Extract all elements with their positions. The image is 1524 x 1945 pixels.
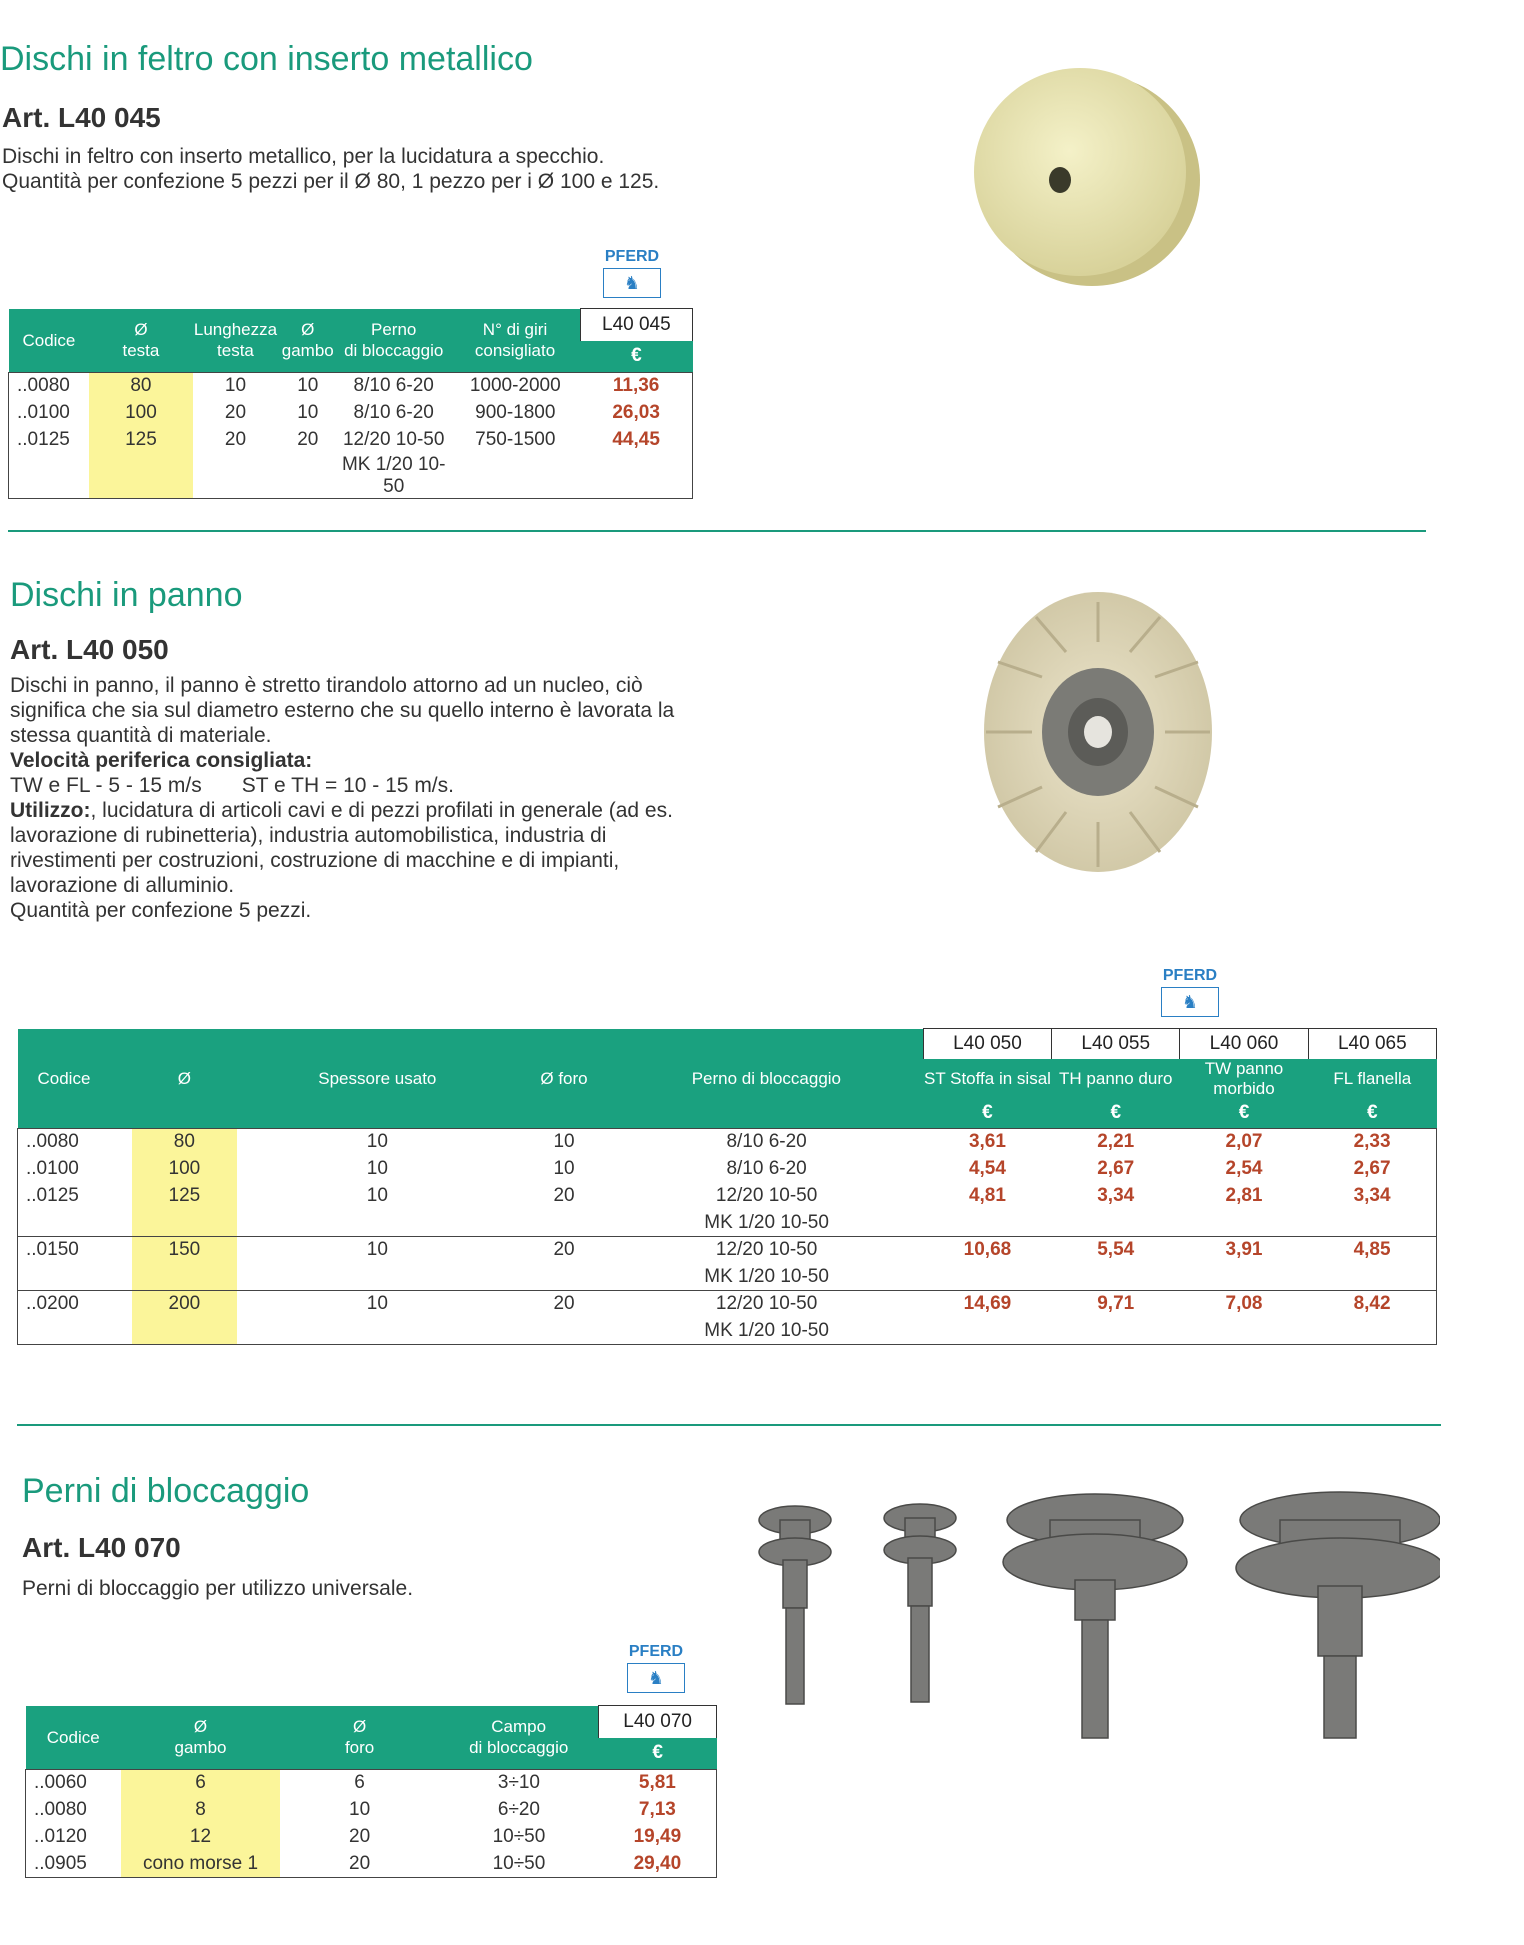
diameter: 200 (132, 1291, 236, 1318)
diameter: 80 (132, 1129, 236, 1156)
product-code: ..0120 (34, 1826, 87, 1847)
horse-icon: ♞ (1161, 987, 1219, 1017)
col-header-clamping-pin: Perno di bloccaggio (337, 309, 450, 373)
head-diameter: 80 (89, 373, 192, 400)
pferd-logo (600, 248, 664, 298)
head-length: 20 (224, 402, 247, 423)
section-divider (8, 530, 1426, 532)
bore-diameter: 20 (518, 1237, 610, 1264)
col-header-head-diameter: Ø testa (89, 309, 192, 373)
col-header-rpm: N° di giri consigliato (450, 309, 580, 373)
table-row (18, 1183, 1437, 1210)
description-clamping-pins (22, 1576, 642, 1601)
pferd-logo (1158, 967, 1222, 1017)
product-code: ..0100 (26, 1158, 79, 1179)
table-row (26, 1770, 717, 1797)
pferd-logo-text: PFERD (628, 1643, 684, 1660)
velocity-label: Velocità periferica consigliata: (10, 749, 313, 772)
clamping-pin: 8/10 6-20 (353, 402, 434, 423)
clamping-pins-image (750, 1490, 1440, 1760)
table-row (18, 1318, 1437, 1345)
variant-sisal: ST Stoffa in sisal (923, 1059, 1051, 1099)
head-length: 10 (224, 375, 247, 397)
bore-diameter: 20 (518, 1291, 610, 1318)
variant-flannel: FL flanella (1308, 1059, 1436, 1099)
clamping-pin: 8/10 6-20 (726, 1158, 807, 1179)
col-header-shank-diameter: Ø gambo (278, 309, 337, 373)
currency-label: € (1180, 1099, 1308, 1129)
price: 29,40 (633, 1852, 682, 1874)
shank-diameter: cono morse 1 (121, 1851, 280, 1878)
price: 7,13 (638, 1799, 676, 1820)
table-row (26, 1797, 717, 1824)
table-row (26, 1824, 717, 1851)
bore-diameter: 10 (553, 1131, 575, 1153)
clamping-pin: 8/10 6-20 (353, 375, 434, 397)
price: 2,21 (1097, 1131, 1135, 1153)
clamping-pin: 12/20 10-50 (342, 429, 445, 450)
shank-diameter: 10 (297, 402, 319, 423)
diameter: 150 (132, 1237, 236, 1264)
description-felt-discs (2, 144, 702, 194)
product-code: ..0200 (18, 1291, 133, 1318)
col-header-clamping-pin: Perno di bloccaggio (610, 1029, 923, 1129)
description-text: Dischi in panno, il panno è stretto tirandolo attorno ad un nucleo, ciò significa che sia sul diametro esterno che su quello interno è lavorata la stessa quantità di materiale. (10, 674, 675, 747)
bore-diameter: 10 (553, 1158, 575, 1179)
table-row (9, 454, 693, 499)
diameter: 125 (132, 1183, 236, 1210)
col-header-ref-l40060: L40 060 (1180, 1029, 1308, 1059)
price: 5,54 (1052, 1237, 1180, 1264)
section-title-felt-discs: Dischi in feltro con inserto metallico (0, 40, 533, 78)
thickness: 10 (237, 1291, 519, 1318)
col-header-ref-l40050: L40 050 (923, 1029, 1051, 1059)
price: 4,85 (1308, 1237, 1436, 1264)
product-code: ..0080 (17, 375, 70, 397)
shank-diameter: 6 (121, 1770, 280, 1797)
price: 14,69 (923, 1291, 1051, 1318)
col-header-code: Codice (26, 1706, 121, 1770)
bore-diameter: 20 (349, 1852, 371, 1874)
product-code: ..0125 (17, 429, 70, 450)
thickness: 10 (366, 1185, 388, 1206)
description-cloth-discs (10, 673, 700, 923)
price: 3,34 (1097, 1185, 1135, 1206)
table-row (18, 1156, 1437, 1183)
thickness: 10 (366, 1131, 388, 1153)
col-header-clamping-range: Campo di bloccaggio (439, 1706, 599, 1770)
col-header-shank-diameter: Ø gambo (121, 1706, 280, 1770)
table-row (9, 427, 693, 454)
clamping-range: 10÷50 (492, 1852, 546, 1874)
shank-diameter: 20 (297, 429, 319, 450)
shank-diameter: 10 (297, 375, 319, 397)
col-header-ref-l40070: L40 070 (599, 1706, 717, 1738)
clamping-range: 10÷50 (492, 1826, 546, 1847)
horse-icon: ♞ (603, 268, 661, 298)
velocity-tw-fl: TW e FL - 5 - 15 m/s (10, 774, 202, 797)
article-number-l40050: Art. L40 050 (10, 634, 169, 665)
currency-label: € (580, 341, 692, 373)
price: 5,81 (638, 1772, 676, 1794)
velocity-st-th: ST e TH = 10 - 15 m/s. (241, 774, 454, 797)
price: 4,54 (968, 1158, 1006, 1179)
clamping-pin: MK 1/20 10-50 (704, 1265, 829, 1287)
table-row (18, 1129, 1437, 1156)
pferd-logo (624, 1643, 688, 1693)
bore-diameter: 6 (354, 1772, 365, 1794)
clamping-pin: 12/20 10-50 (715, 1185, 818, 1206)
price: 9,71 (1052, 1291, 1180, 1318)
price: 2,33 (1353, 1131, 1391, 1153)
bore-diameter: 20 (553, 1185, 575, 1206)
usage-label: Utilizzo: (10, 799, 91, 822)
price: 10,68 (923, 1237, 1051, 1264)
col-header-bore-diameter: Ø foro (280, 1706, 439, 1770)
clamping-pin: MK 1/20 10-50 (341, 453, 446, 497)
clamping-pin: 12/20 10-50 (610, 1291, 923, 1318)
product-code: ..0905 (34, 1852, 87, 1874)
product-code: ..0150 (18, 1237, 133, 1264)
price: 2,54 (1225, 1158, 1263, 1179)
price: 3,61 (968, 1131, 1006, 1153)
col-header-head-length: Lunghezza testa (193, 309, 279, 373)
col-header-diameter: Ø (132, 1029, 236, 1129)
product-code: ..0100 (17, 402, 70, 423)
table-row (9, 373, 693, 400)
currency-label: € (1308, 1099, 1436, 1129)
price: 8,42 (1308, 1291, 1436, 1318)
price: 2,81 (1225, 1185, 1263, 1206)
price: 3,34 (1353, 1185, 1391, 1206)
price: 26,03 (612, 402, 660, 423)
clamping-range: 3÷10 (497, 1772, 541, 1794)
price: 11,36 (612, 375, 660, 397)
col-header-ref-l40065: L40 065 (1308, 1029, 1436, 1059)
price: 7,08 (1180, 1291, 1308, 1318)
product-code: ..0080 (34, 1799, 87, 1820)
shank-diameter: 8 (121, 1797, 280, 1824)
head-diameter: 125 (89, 427, 192, 454)
col-header-bore-diameter: Ø foro (518, 1029, 610, 1129)
horse-icon: ♞ (627, 1663, 685, 1693)
col-header-thickness: Spessore usato (237, 1029, 519, 1129)
product-code: ..0125 (26, 1185, 79, 1206)
price: 44,45 (612, 429, 660, 450)
felt-disc-image (960, 50, 1210, 290)
col-header-ref-l40055: L40 055 (1052, 1029, 1180, 1059)
article-number-l40045: Art. L40 045 (2, 102, 161, 133)
currency-label: € (599, 1738, 717, 1770)
thickness: 10 (366, 1158, 388, 1179)
price: 2,67 (1097, 1158, 1135, 1179)
col-header-code: Codice (18, 1029, 133, 1129)
table-row (26, 1851, 717, 1878)
description-line: Quantità per confezione 5 pezzi per il Ø 80, 1 pezzo per i Ø 100 e 125. (2, 170, 660, 193)
price: 19,49 (633, 1826, 682, 1847)
bore-diameter: 10 (349, 1799, 371, 1820)
clamping-range: 6÷20 (497, 1799, 541, 1820)
col-header-code: Codice (9, 309, 90, 373)
clamping-pin: MK 1/20 10-50 (704, 1211, 829, 1233)
recommended-rpm: 900-1800 (475, 402, 556, 423)
clamping-pin: 8/10 6-20 (726, 1131, 807, 1153)
clamping-pins-table (25, 1705, 717, 1878)
clamping-pin: MK 1/20 10-50 (704, 1319, 829, 1341)
variant-soft-cloth: TW panno morbido (1180, 1059, 1308, 1099)
currency-label: € (1052, 1099, 1180, 1129)
head-diameter: 100 (89, 400, 192, 427)
pferd-logo-text: PFERD (1162, 967, 1218, 984)
article-number-l40070: Art. L40 070 (22, 1532, 181, 1563)
clamping-pin: 12/20 10-50 (610, 1237, 923, 1264)
pferd-logo-text: PFERD (604, 248, 660, 265)
currency-label: € (923, 1099, 1051, 1129)
diameter: 100 (132, 1156, 236, 1183)
section-title-clamping-pins: Perni di bloccaggio (22, 1472, 310, 1510)
table-row (9, 400, 693, 427)
usage-text: , lucidatura di articoli cavi e di pezzi profilati in generale (ad es. lavorazione di rubinetteria), industria automobilistica, industria di rivestimenti per costruzioni, costruzione di macchine e di impianti, lavorazione di alluminio. (10, 799, 673, 897)
felt-discs-table (8, 308, 693, 499)
head-length: 20 (224, 429, 247, 450)
table-row (18, 1237, 1437, 1264)
price: 2,07 (1225, 1131, 1263, 1153)
recommended-rpm: 750-1500 (475, 429, 556, 450)
product-code: ..0060 (34, 1772, 87, 1794)
cloth-disc-image (970, 582, 1220, 882)
package-quantity: Quantità per confezione 5 pezzi. (10, 899, 312, 922)
description-line: Dischi in feltro con inserto metallico, per la lucidatura a specchio. (2, 145, 605, 168)
description-text: Perni di bloccaggio per utilizzo universale. (22, 1577, 414, 1600)
section-title-cloth-discs: Dischi in panno (10, 576, 243, 614)
table-row (18, 1210, 1437, 1237)
thickness: 10 (237, 1237, 519, 1264)
table-row (18, 1291, 1437, 1318)
variant-hard-cloth: TH panno duro (1052, 1059, 1180, 1099)
cloth-discs-table (17, 1028, 1437, 1345)
section-divider (17, 1424, 1441, 1426)
shank-diameter: 12 (121, 1824, 280, 1851)
price: 2,67 (1353, 1158, 1391, 1179)
price: 4,81 (968, 1185, 1006, 1206)
bore-diameter: 20 (349, 1826, 371, 1847)
col-header-ref-l40045: L40 045 (580, 309, 692, 341)
recommended-rpm: 1000-2000 (469, 375, 561, 397)
product-code: ..0080 (26, 1131, 79, 1153)
price: 3,91 (1180, 1237, 1308, 1264)
table-row (18, 1264, 1437, 1291)
